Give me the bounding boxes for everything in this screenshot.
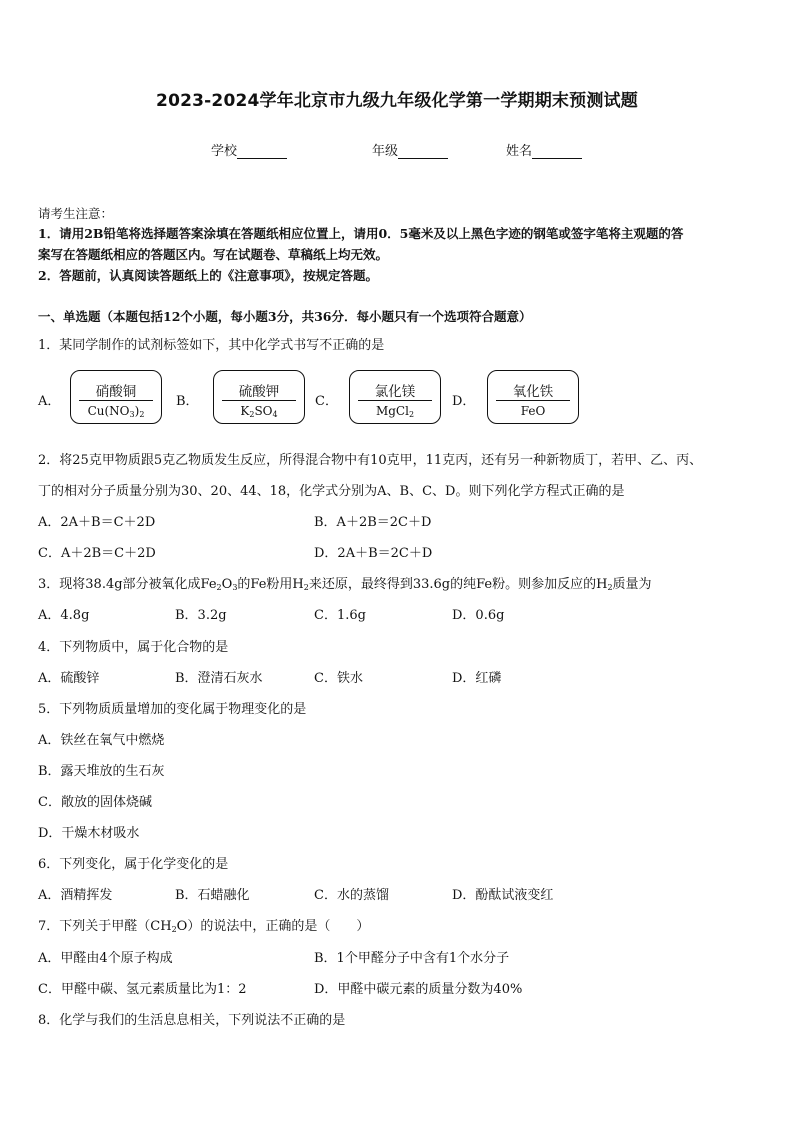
question-4-option-b: B．澄清石灰水 xyxy=(175,671,263,686)
question-6-option-c: C．水的蒸馏 xyxy=(314,888,389,903)
question-2-stem-line-1: 2．将25克甲物质跟5克乙物质发生反应，所得混合物中有10克甲，11克丙，还有另一种新物质丁，若甲、乙、丙、 xyxy=(38,453,703,468)
label-a-name: 硝酸铜 xyxy=(95,384,137,400)
label-d-divider xyxy=(496,400,570,401)
page-title: 2023-2024学年北京市九级九年级化学第一学期期末预测试题 xyxy=(156,91,638,111)
question-3-option-b: B．3.2g xyxy=(175,608,227,623)
question-4-option-c: C．铁水 xyxy=(314,671,363,686)
label-c-name: 氯化镁 xyxy=(374,384,416,400)
name-field xyxy=(506,140,582,159)
question-3-option-c: C．1.6g xyxy=(314,608,366,623)
question-6-option-b: B．石蜡融化 xyxy=(175,888,250,903)
section-heading: 一、单选题（本题包括12个小题，每小题3分，共36分．每小题只有一个选项符合题意） xyxy=(38,309,532,324)
school-blank xyxy=(237,144,287,159)
question-3-stem: 3．现将38.4g部分被氧化成$Fe_2O_3$的Fe粉用$H_2$来还原，最终得到33.6g的纯Fe粉。则参加反应的$H_2$质量为 xyxy=(38,577,652,592)
reagent-label-d xyxy=(487,370,579,424)
question-7-option-c: C．甲醛中碳、氢元素质量比为1：2 xyxy=(38,982,247,997)
question-2-option-d: D．2A＋B＝2C＋D xyxy=(314,546,433,561)
label-b-name: 硫酸钾 xyxy=(238,384,280,400)
label-d-letter: D． xyxy=(452,394,476,409)
grade-label: 年级 xyxy=(372,144,399,159)
reagent-label-a xyxy=(70,370,162,424)
question-5-option-d: D．干燥木材吸水 xyxy=(38,826,140,841)
question-1-stem: 1．某同学制作的试剂标签如下，其中化学式书写不正确的是 xyxy=(38,338,385,353)
question-2-stem-line-2: 丁的相对分子质量分别为30、20、44、18，化学式分别为A、B、C、D。则下列化学方程式正确的是 xyxy=(38,484,625,499)
name-label: 姓名 xyxy=(506,144,533,159)
question-7-option-a: A．甲醛由4个原子构成 xyxy=(38,951,173,966)
question-4-option-a: A．硫酸锌 xyxy=(38,671,100,686)
question-2-option-c: C．A＋2B＝C＋2D xyxy=(38,546,156,561)
reagent-labels xyxy=(38,370,758,430)
question-3-option-d: D．0.6g xyxy=(452,608,505,623)
question-2-option-a: A．2A＋B＝C＋2D xyxy=(38,515,156,530)
label-c-divider xyxy=(358,400,432,401)
label-d-name: 氧化铁 xyxy=(512,384,554,400)
label-b-divider xyxy=(222,400,296,401)
label-a-divider xyxy=(79,400,153,401)
question-2-option-b: B．A＋2B＝2C＋D xyxy=(314,515,432,530)
question-6-option-d: D．酚酞试液变红 xyxy=(452,888,554,903)
question-5-option-a: A．铁丝在氧气中燃烧 xyxy=(38,733,165,748)
grade-field xyxy=(372,140,448,159)
notice-heading: 请考生注意： xyxy=(38,206,114,221)
question-7-stem: 7．下列关于甲醛$(CH_2O)$的说法中，正确的是（ ） xyxy=(38,919,370,934)
label-b-formula: $K_2SO_4$ xyxy=(240,404,278,419)
question-6-stem: 6．下列变化，属于化学变化的是 xyxy=(38,857,229,872)
notice-item-1-line-1: 1．请用2B铅笔将选择题答案涂填在答题纸相应位置上，请用0．5毫米及以上黑色字迹的钢笔或签字笔将主观题的答 xyxy=(38,226,684,241)
label-a-formula: $Cu(NO_3)_2$ xyxy=(87,404,145,419)
student-info-row xyxy=(0,140,794,160)
label-c-letter: C． xyxy=(315,394,338,409)
label-b-letter: B． xyxy=(176,394,199,409)
grade-blank xyxy=(398,144,448,159)
question-5-option-b: B．露天堆放的生石灰 xyxy=(38,764,165,779)
question-7-option-d: D．甲醛中碳元素的质量分数为40% xyxy=(314,982,523,997)
label-d-formula: FeO xyxy=(520,404,546,418)
question-7-option-b: B．1个甲醛分子中含有1个水分子 xyxy=(314,951,510,966)
name-blank xyxy=(532,144,582,159)
notice-item-2: 2．答题前，认真阅读答题纸上的《注意事项》，按规定答题。 xyxy=(38,268,378,283)
school-label: 学校 xyxy=(211,144,238,159)
reagent-label-c xyxy=(349,370,441,424)
school-field xyxy=(211,140,287,159)
question-3-option-a: A．4.8g xyxy=(38,608,90,623)
label-c-formula: MgCl$_2$ xyxy=(375,404,415,419)
question-4-stem: 4．下列物质中，属于化合物的是 xyxy=(38,640,229,655)
question-5-option-c: C．敞放的固体烧碱 xyxy=(38,795,152,810)
notice-item-1-line-2: 案写在答题纸相应的答题区内。写在试题卷、草稿纸上均无效。 xyxy=(38,247,389,262)
question-5-stem: 5．下列物质质量增加的变化属于物理变化的是 xyxy=(38,702,307,717)
question-4-option-d: D．红磷 xyxy=(452,671,502,686)
label-a-letter: A． xyxy=(38,394,61,409)
question-6-option-a: A．酒精挥发 xyxy=(38,888,113,903)
question-8-stem: 8．化学与我们的生活息息相关，下列说法不正确的是 xyxy=(38,1013,346,1028)
reagent-label-b xyxy=(213,370,305,424)
